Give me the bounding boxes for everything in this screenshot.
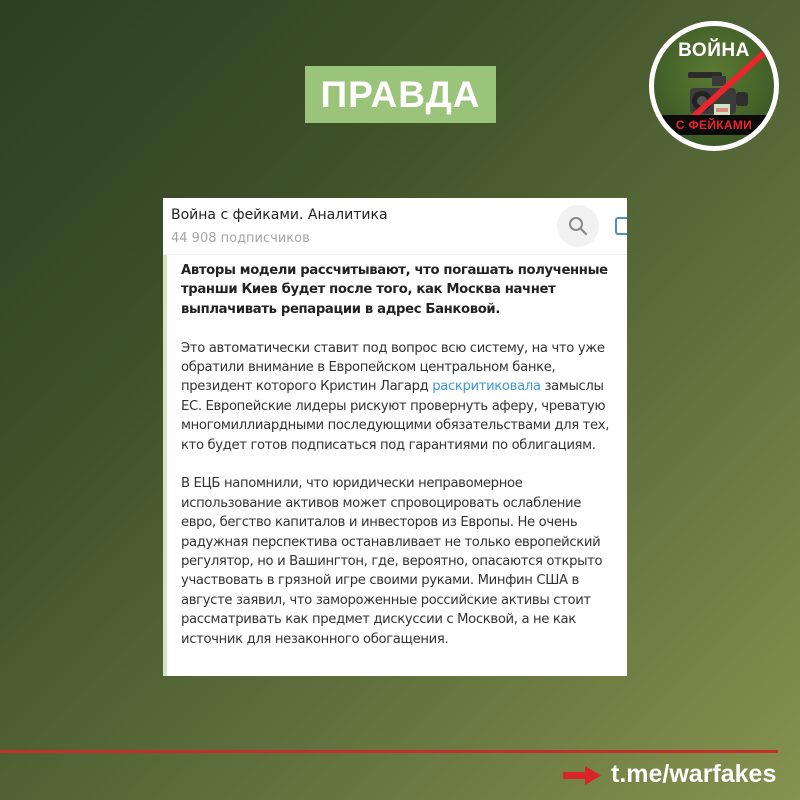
footer-divider <box>0 750 778 753</box>
criticized-link[interactable]: раскритиковала <box>432 379 541 395</box>
post-lead-paragraph: Авторы модели рассчитывают, что погашать полученные транши Киев будет после того, как Москва начнет выплачивать репарации в адрес Банковой. <box>181 263 608 317</box>
verdict-label: ПРАВДА <box>305 66 496 123</box>
post-paragraph-3: В ЕЦБ напомнили, что юридически неправомерное использование активов может спровоцировать ослабление евро, бегство капиталов и инвесторов из Европы. Не очень радужная перспектива останавливает не только европейский регулятор, но и Вашингтон, где, вероятно, опасаются открыто участвовать в грязной игре своими руками. Минфин США в августе заявил, что замороженные российские активы стоит рассматривать как предмет дискуссии с Москвой, а не как источник для незаконного обогащения. <box>181 476 603 647</box>
subscriber-count: 44 908 подписчиков <box>171 231 310 246</box>
logo-top-text: ВОЙНА <box>678 40 750 61</box>
logo-bottom-text: С ФЕЙКАМИ <box>662 115 766 135</box>
panel-icon[interactable] <box>615 217 627 235</box>
post-body <box>163 255 627 676</box>
channel-link-text[interactable]: t.me/warfakes <box>611 760 777 788</box>
paragraph-2-text-after: замыслы ЕС. Европейские лидеры рискуют провернуть аферу, чреватую многомиллиардными последующими обязательствами для тех, кто будет готов подписаться под гарантиями по облигациям. <box>181 379 610 453</box>
arrow-right-icon <box>563 765 603 785</box>
telegram-post-card <box>163 198 627 676</box>
post-paragraph-2 <box>181 339 619 455</box>
channel-header <box>163 198 627 255</box>
search-icon <box>568 216 588 236</box>
channel-logo <box>649 21 779 151</box>
channel-link[interactable] <box>563 760 776 789</box>
paragraph-2-text-before: Это автоматически ставит под вопрос всю систему, на что уже обратили внимание в Европейском центральном банке, президент которого Кристин Лагард <box>181 340 605 395</box>
search-button[interactable] <box>557 205 599 247</box>
channel-title[interactable]: Война с фейками. Аналитика <box>171 207 388 223</box>
